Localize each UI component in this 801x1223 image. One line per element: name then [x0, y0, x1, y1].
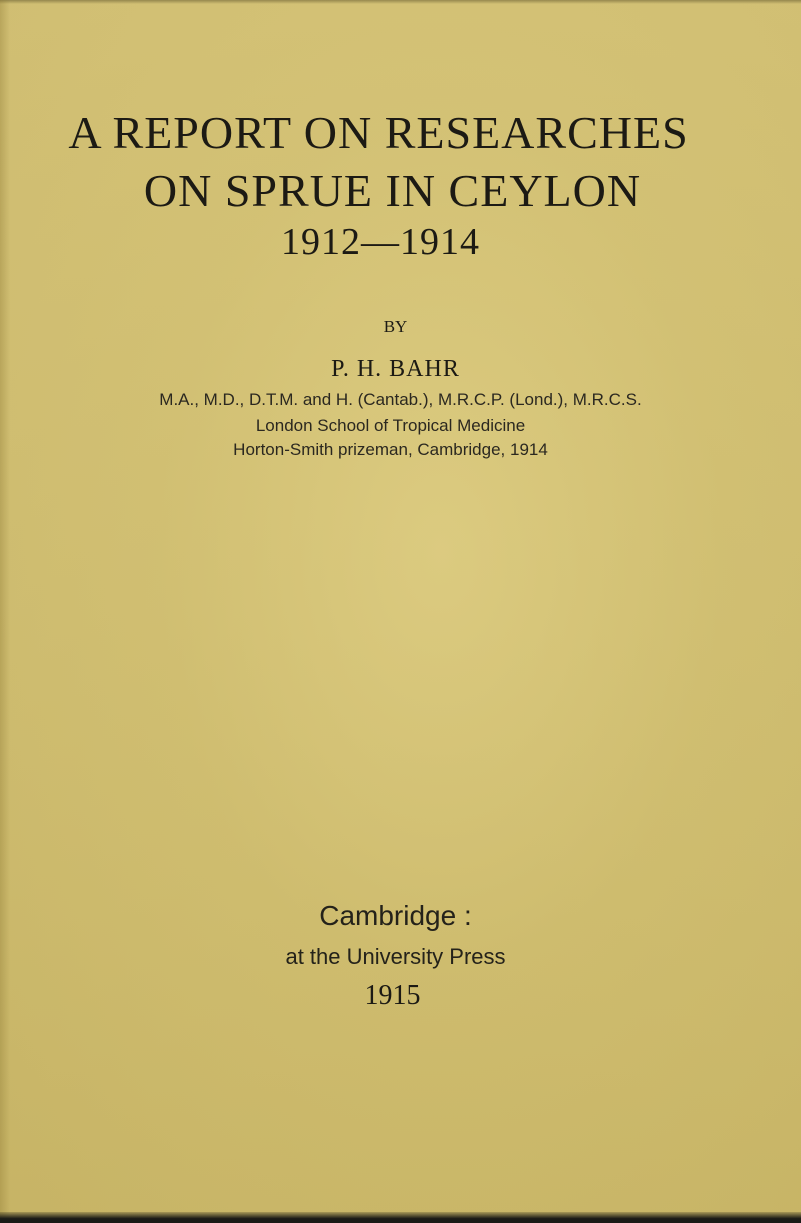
- author-prize: Horton-Smith prizeman, Cambridge, 1914: [233, 440, 548, 459]
- date-range: 1912—1914: [281, 221, 480, 263]
- author-affiliation: London School of Tropical Medicine: [255, 416, 526, 435]
- by-label: BY: [383, 317, 408, 336]
- author-name: P. H. BAHR: [331, 356, 460, 382]
- title-line-2: ON SPRUE IN CEYLON: [143, 165, 642, 216]
- imprint-city: Cambridge :: [319, 900, 472, 931]
- author-degrees: M.A., M.D., D.T.M. and H. (Cantab.), M.R.C.P. (Lond.), M.R.C.S.: [159, 390, 642, 409]
- imprint-year: 1915: [364, 980, 421, 1011]
- page-bottom-edge: [0, 1212, 801, 1223]
- page-top-edge: [0, 0, 801, 4]
- title-line-1: A REPORT ON RESEARCHES: [68, 107, 689, 158]
- imprint-press: at the University Press: [285, 944, 506, 969]
